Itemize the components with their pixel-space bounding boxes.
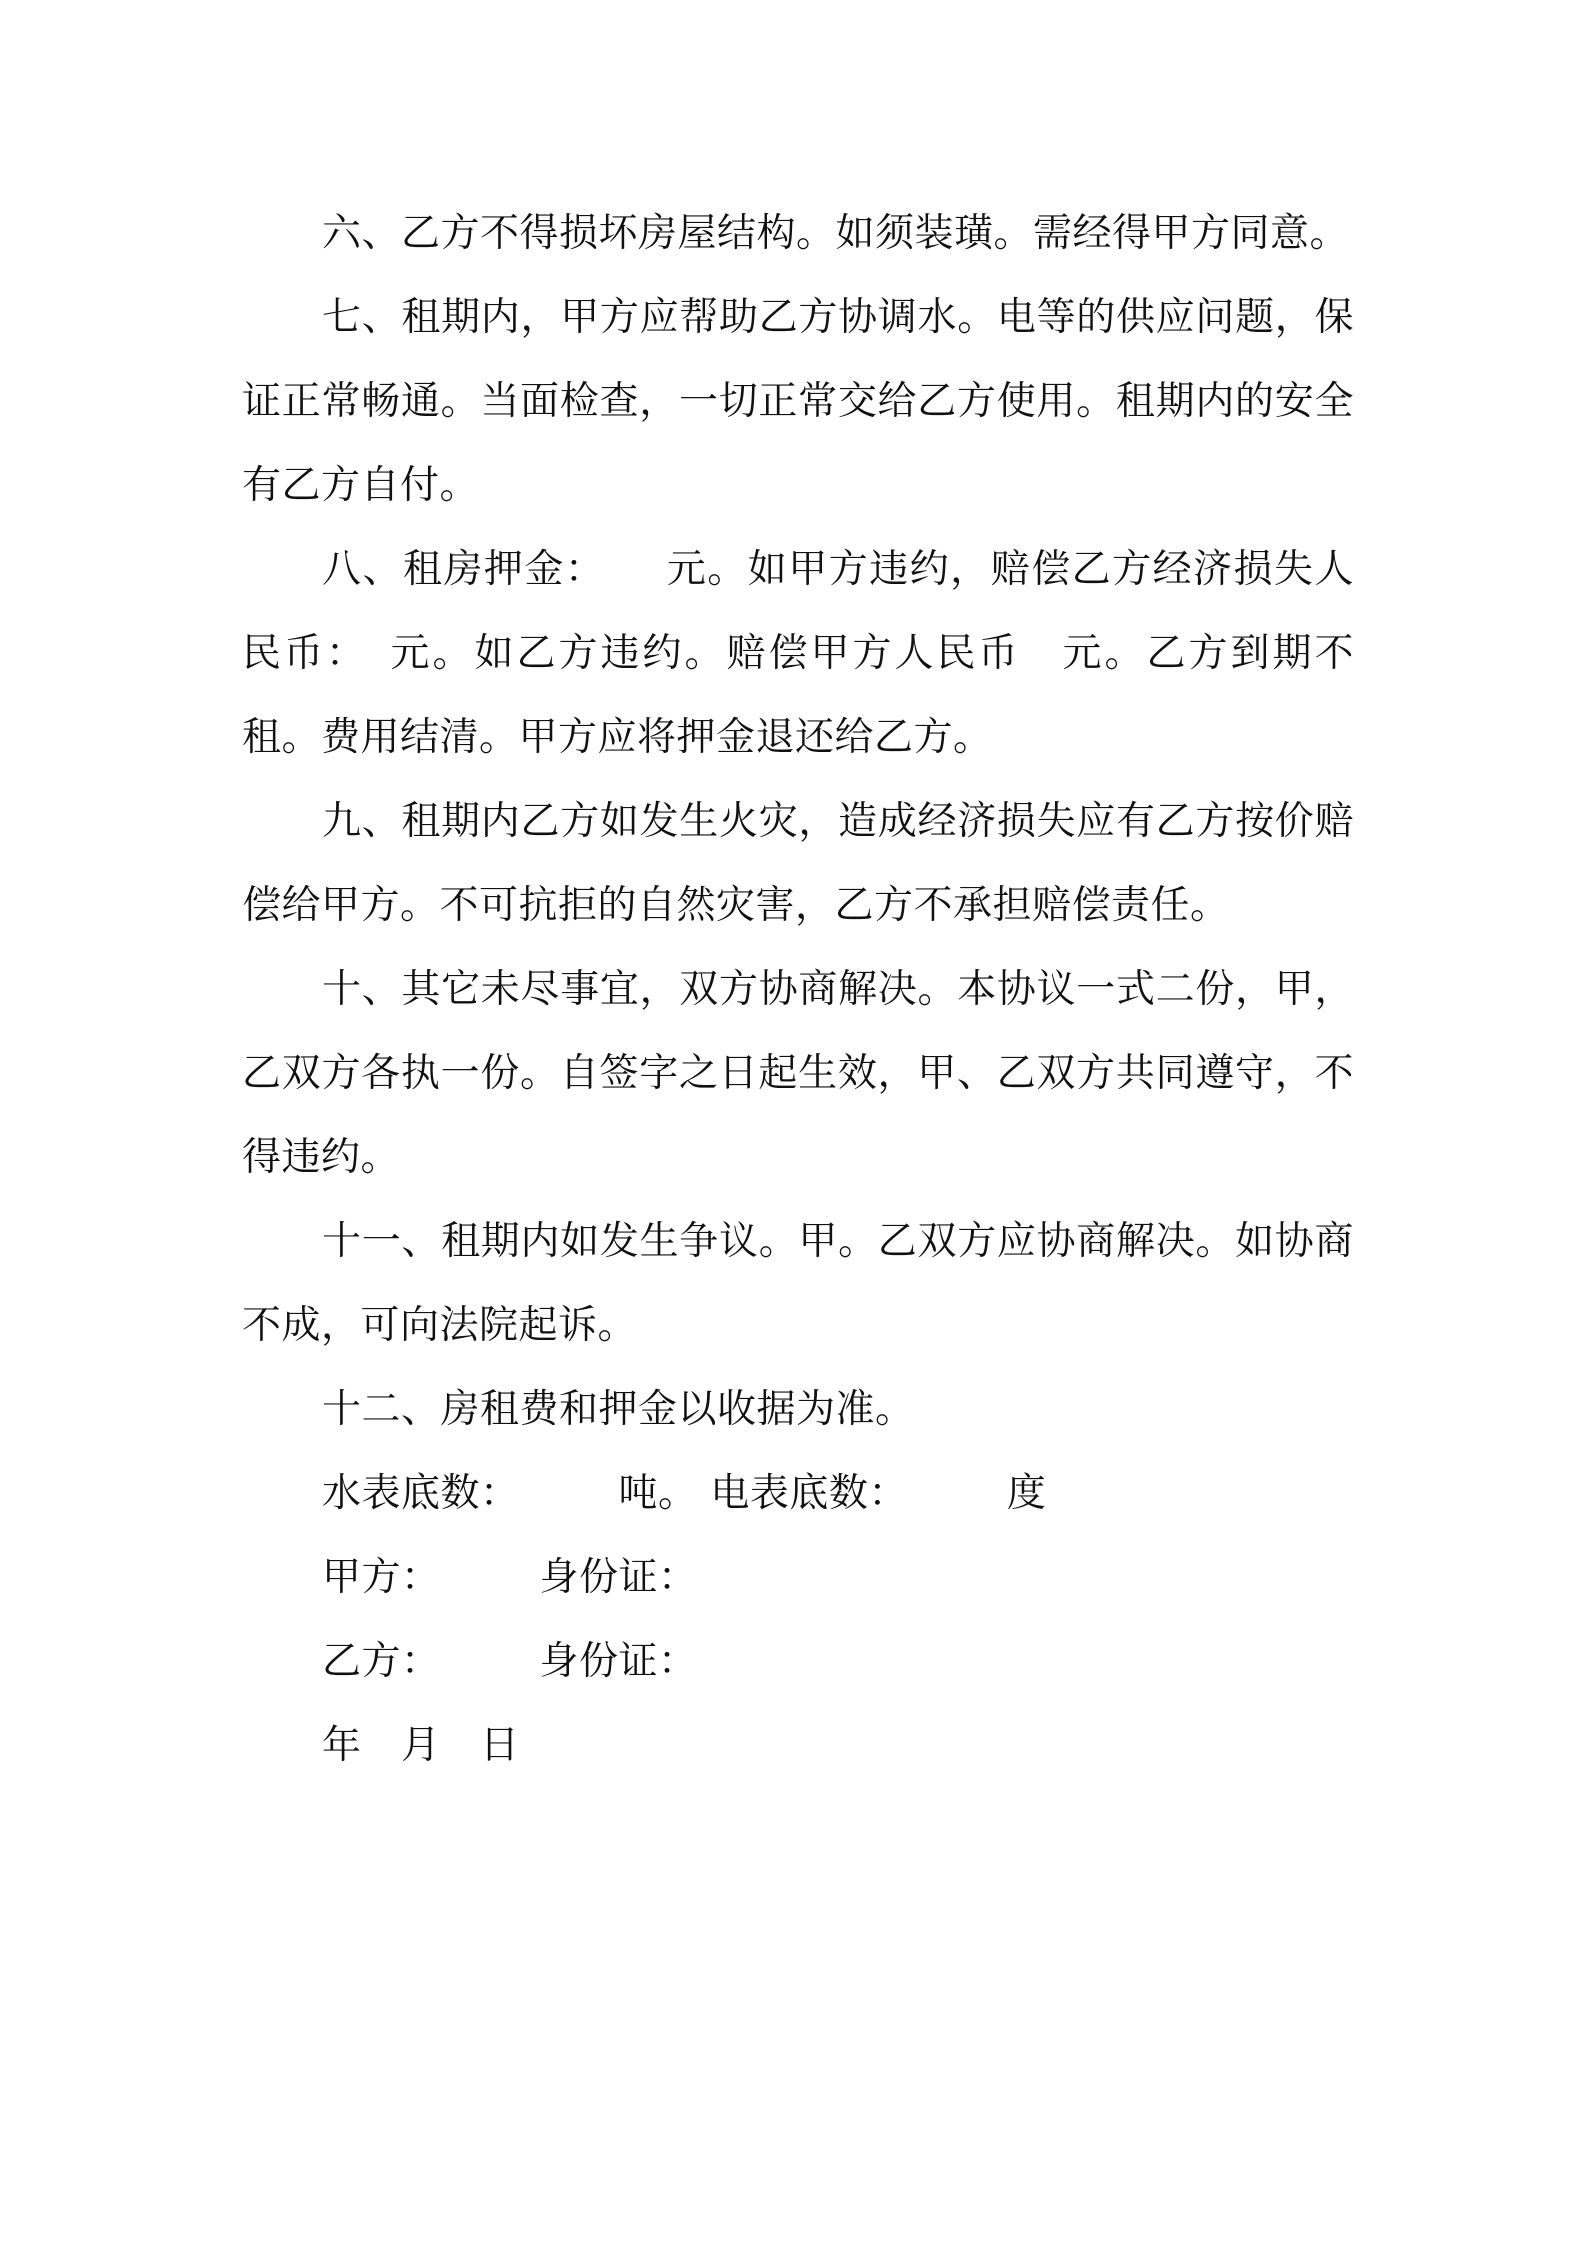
party-b-signature: 乙方： 身份证： — [322, 1639, 698, 1684]
signing-date: 年 月 日 — [322, 1723, 520, 1768]
party-a-signature: 甲方： 身份证： — [322, 1555, 698, 1600]
clause-10: 十、其它未尽事宜，双方协商解决。本协议一式二份，甲，乙双方各执一份。自签字之日起生效，甲、乙双方共同遵守，不得违约。 — [242, 967, 1354, 1180]
clause-11: 十一、租期内如发生争议。甲。乙双方应协商解决。如协商不成，可向法院起诉。 — [242, 1219, 1354, 1348]
meter-readings: 水表底数： 吨。 电表底数： 度 — [322, 1471, 1047, 1516]
clause-9: 九、租期内乙方如发生火灾，造成经济损失应有乙方按价赔偿给甲方。不可抗拒的自然灾害，乙方不承担赔偿责任。 — [242, 799, 1354, 928]
contract-body — [242, 192, 1354, 1788]
clause-7: 七、租期内，甲方应帮助乙方协调水。电等的供应问题，保证正常畅通。当面检查，一切正常交给乙方使用。租期内的安全有乙方自付。 — [242, 295, 1354, 508]
clause-12: 十二、房租费和押金以收据为准。 — [322, 1387, 915, 1432]
clause-8: 八、租房押金： 元。如甲方违约，赔偿乙方经济损失人民币： 元。如乙方违约。赔偿甲方人民币 元。乙方到期不租。费用结清。甲方应将押金退还给乙方。 — [242, 547, 1354, 760]
clause-6: 六、乙方不得损坏房屋结构。如须装璜。需经得甲方同意。 — [322, 211, 1350, 256]
